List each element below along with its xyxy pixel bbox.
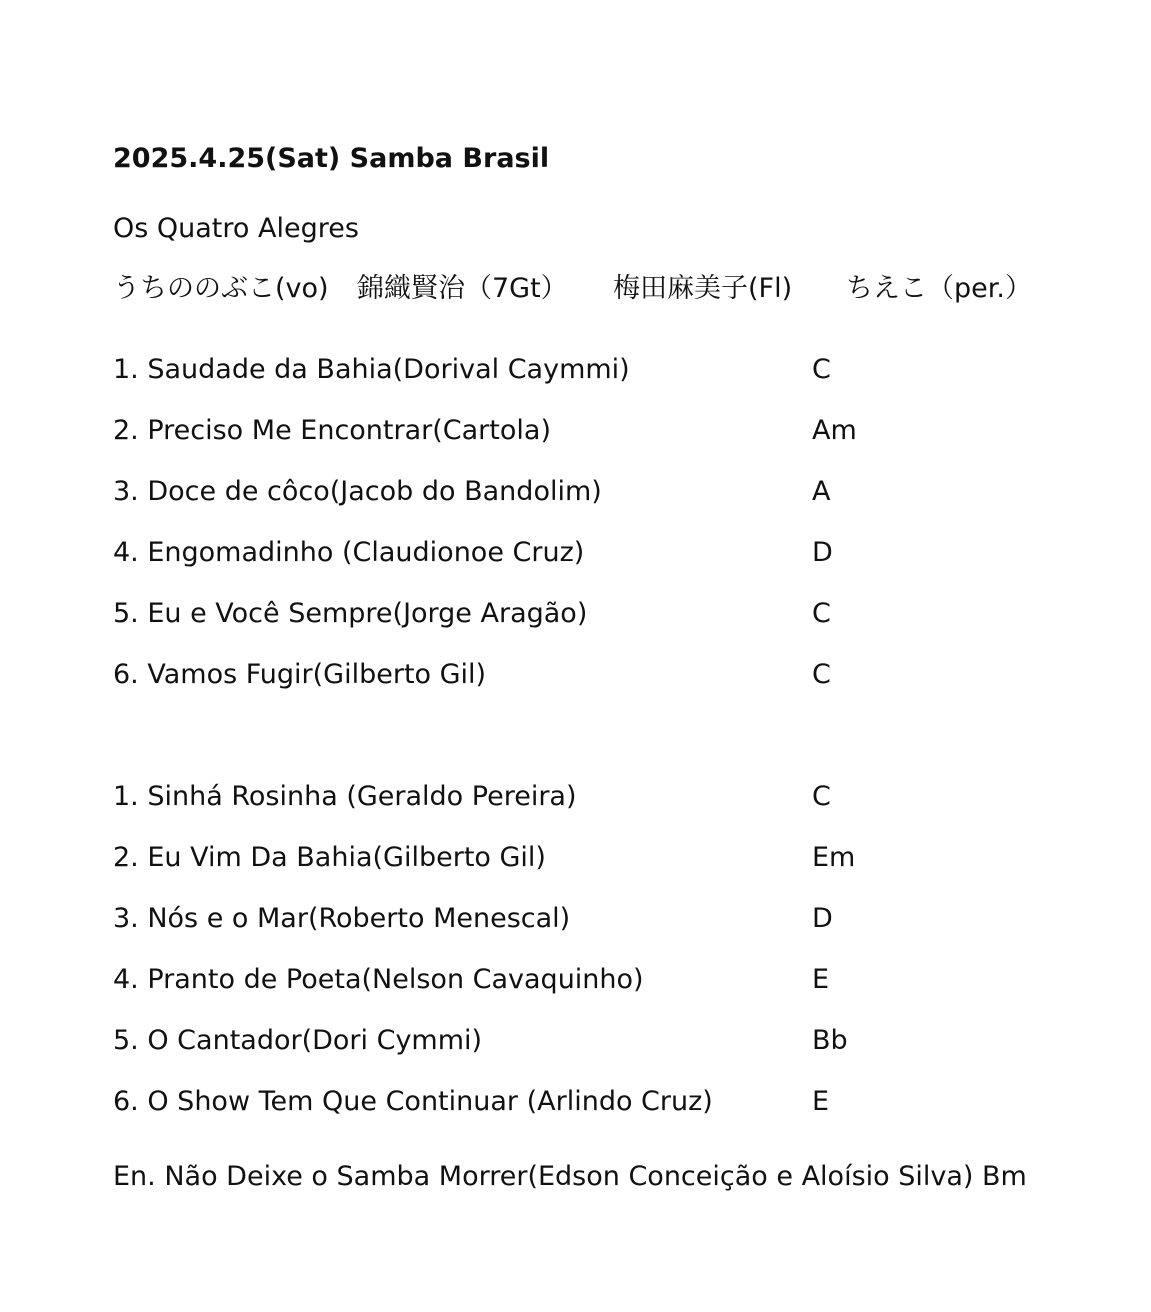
set1-key: Am	[812, 415, 857, 446]
set2-key: E	[812, 1086, 830, 1117]
set2-song: 5. O Cantador(Dori Cymmi)	[113, 1025, 483, 1056]
set2-song: 2. Eu Vim Da Bahia(Gilberto Gil)	[113, 842, 546, 873]
encore-song: En. Não Deixe o Samba Morrer(Edson Conceição e Aloísio Silva) Bm	[113, 1161, 1027, 1192]
set2-song: 3. Nós e o Mar(Roberto Menescal)	[113, 903, 571, 934]
set1-key: C	[812, 598, 831, 629]
set1-key: C	[812, 659, 831, 690]
set2-key: E	[812, 964, 830, 995]
member-flute: 梅田麻美子(Fl)	[613, 273, 793, 304]
set1-song: 4. Engomadinho (Claudionoe Cruz)	[113, 537, 585, 568]
set2-song: 6. O Show Tem Que Continuar (Arlindo Cruz)	[113, 1086, 713, 1117]
set1-key: D	[812, 537, 833, 568]
set2-key: D	[812, 903, 833, 934]
set1-song: 2. Preciso Me Encontrar(Cartola)	[113, 415, 551, 446]
set2-song: 4. Pranto de Poeta(Nelson Cavaquinho)	[113, 964, 644, 995]
member-list	[113, 272, 1032, 306]
set2-key: Em	[812, 842, 856, 873]
set1-key: A	[812, 476, 831, 507]
set1-song: 3. Doce de côco(Jacob do Bandolim)	[113, 476, 602, 507]
set2-key: Bb	[812, 1025, 848, 1056]
set1-key: C	[812, 354, 831, 385]
set2-key: C	[812, 781, 831, 812]
page-title: 2025.4.25(Sat) Samba Brasil	[113, 143, 550, 174]
member-guitar: 錦織賢治（7Gt）	[357, 273, 568, 304]
set2-song: 1. Sinhá Rosinha (Geraldo Pereira)	[113, 781, 577, 812]
member-vocal: うちののぶこ(vo)	[113, 273, 329, 304]
band-name: Os Quatro Alegres	[113, 213, 359, 244]
set1-song: 5. Eu e Você Sempre(Jorge Aragão)	[113, 598, 588, 629]
set1-song: 1. Saudade da Bahia(Dorival Caymmi)	[113, 354, 630, 385]
set1-song: 6. Vamos Fugir(Gilberto Gil)	[113, 659, 487, 690]
member-percussion: ちえこ（per.）	[846, 273, 1032, 304]
